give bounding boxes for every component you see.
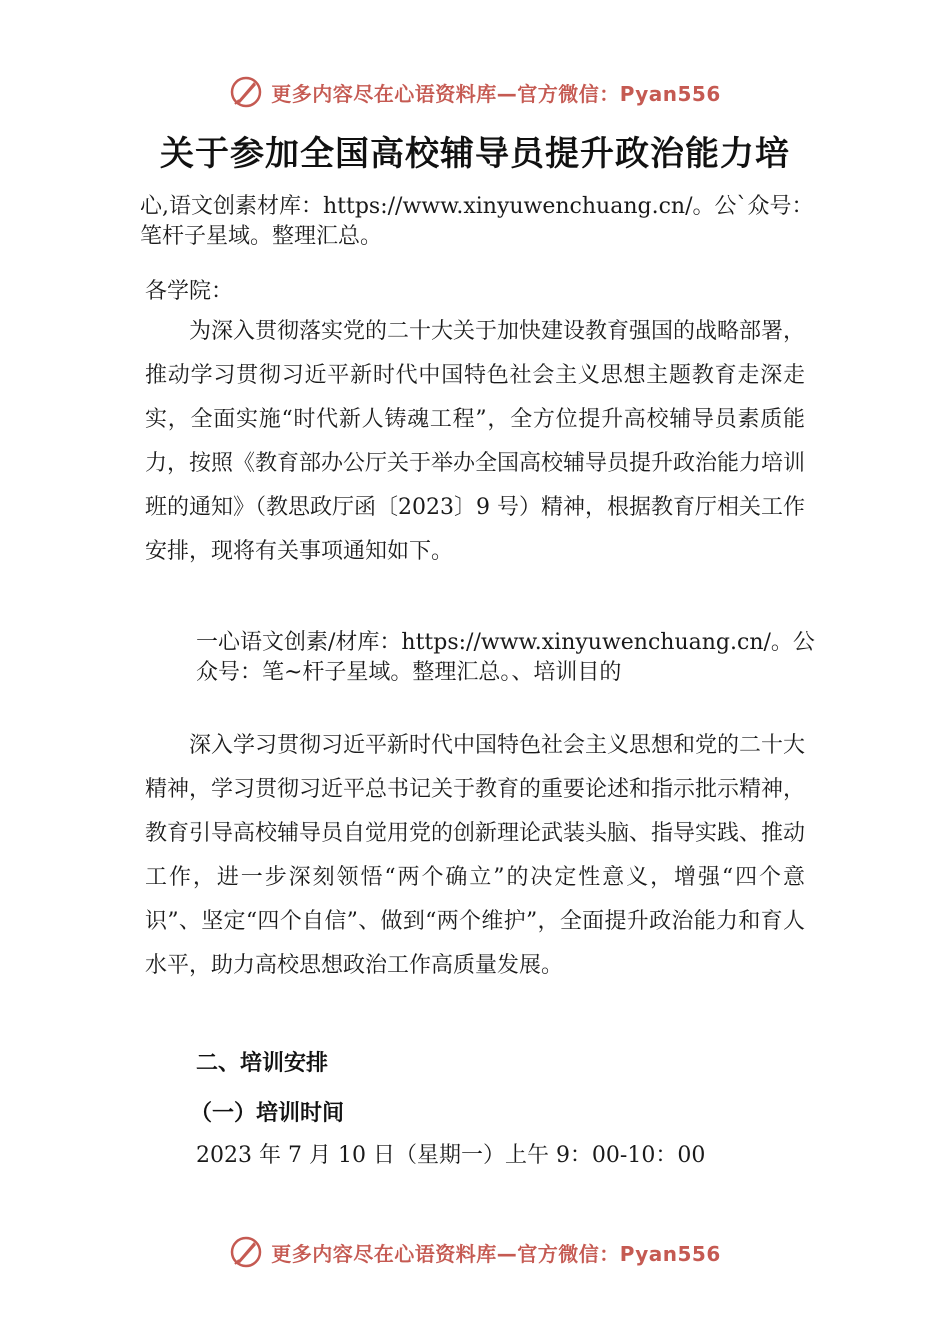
source-note-1: 心,语文创素材库：https://www.xinyuwenchuang.cn/。公`众号：笔杆子星域。整理汇总。: [140, 194, 814, 249]
watermark-text: 更多内容尽在心语资料库—官方微信：Pyan556: [271, 1241, 721, 1266]
header-watermark-banner: [0, 72, 950, 112]
salutation: 各学院：: [145, 279, 234, 304]
source-note-2: 一心语文创素/材库：https://www.xinyuwenchuang.cn/。公众号：笔~杆子星域。整理汇总。、培训目的: [196, 630, 815, 685]
quill-logo-icon: [229, 1235, 263, 1269]
document-title: 关于参加全国高校辅导员提升政治能力培: [160, 134, 790, 174]
section-heading-training-arrangement: 二、培训安排: [196, 1051, 329, 1076]
body-paragraph-2: 深入学习贯彻习近平新时代中国特色社会主义思想和党的二十大精神，学习贯彻习近平总书记关于教育的重要论述和指示批示精神，教育引导高校辅导员自觉用党的创新理论武装头脑、指导实践、推动工作，进一步深刻领悟“两个确立”的决定性意义，增强“四个意识”、坚定“四个自信”、做到“两个维护”，全面提升政治能力和育人水平，助力高校思想政治工作高质量发展。: [145, 733, 806, 978]
quill-logo-icon: [229, 75, 263, 109]
footer-watermark-banner: [0, 1232, 950, 1272]
body-paragraph-1: 为深入贯彻落实党的二十大关于加快建设教育强国的战略部署，推动学习贯彻习近平新时代中国特色社会主义思想主题教育走深走实，全面实施“时代新人铸魂工程”，全方位提升高校辅导员素质能力，按照《教育部办公厅关于举办全国高校辅导员提升政治能力培训班的通知》（教思政厅函〔2023〕9 号）精神，根据教育厅相关工作安排，现将有关事项通知如下。: [145, 319, 806, 564]
training-date-time: 2023 年 7 月 10 日（星期一）上午 9：00-10：00: [196, 1143, 706, 1168]
subsection-heading-training-time: （一）培训时间: [190, 1101, 345, 1126]
watermark-text: 更多内容尽在心语资料库—官方微信：Pyan556: [271, 81, 721, 106]
